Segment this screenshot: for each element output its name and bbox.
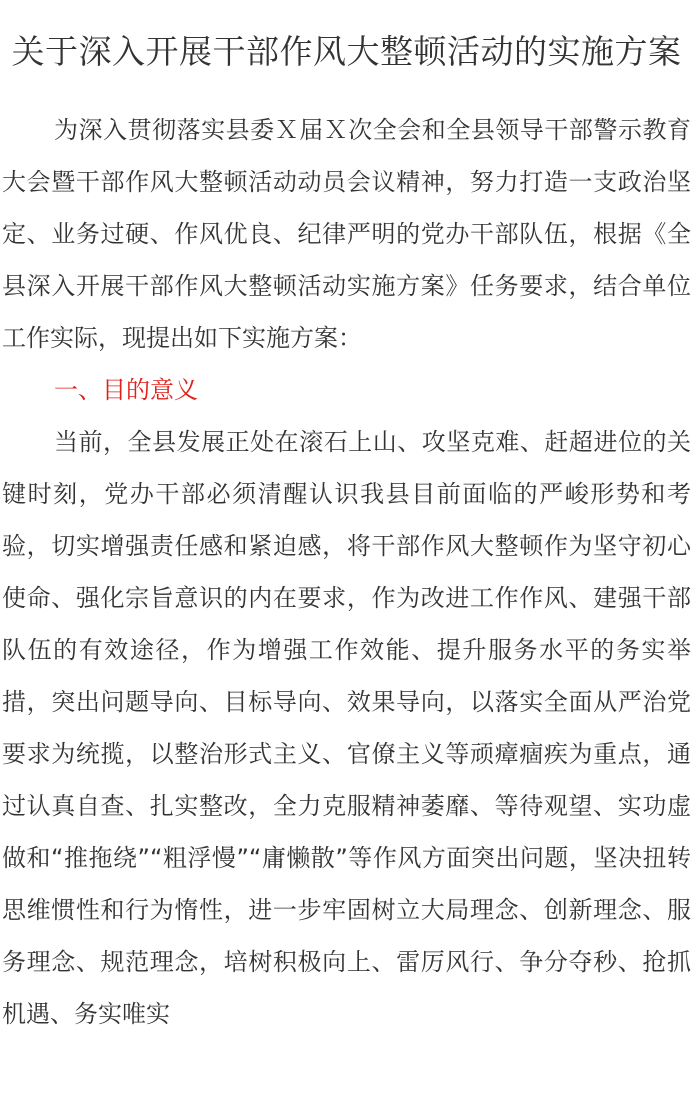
intro-paragraph: 为深入贯彻落实县委Ｘ届Ｘ次全会和全县领导干部警示教育大会暨干部作风大整顿活动动员会议精神，努力打造一支政治坚定、业务过硬、作风优良、纪律严明的党办干部队伍，根据《全县深入开展干部作风大整顿活动实施方案》任务要求，结合单位工作实际，现提出如下实施方案： (2, 116, 691, 352)
section-paragraph-purpose: 当前，全县发展正处在滚石上山、攻坚克难、赶超进位的关键时刻，党办干部必须清醒认识我县目前面临的严峻形势和考验，切实增强责任感和紧迫感，将干部作风大整顿作为坚守初心使命、强化宗旨意识的内在要求，作为改进工作作风、建强干部队伍的有效途径，作为增强工作效能、提升服务水平的务实举措，突出问题导向、目标导向、效果导向，以落实全面从严治党要求为统揽，以整治形式主义、官僚主义等顽瘴痼疾为重点，通过认真自查、扎实整改，全力克服精神萎靡、等待观望、实功虚做和“推拖绕”“粗浮慢”“庸懒散”等作风方面突出问题，坚决扭转思维惯性和行为惰性，进一步牢固树立大局理念、创新理念、服务理念、规范理念，培树积极向上、雷厉风行、争分夺秒、抢抓机遇、务实唯实 (2, 428, 691, 1028)
section-heading-purpose: 一、目的意义 (54, 376, 198, 404)
document-title: 关于深入开展干部作风大整顿活动的实施方案 (11, 32, 682, 71)
